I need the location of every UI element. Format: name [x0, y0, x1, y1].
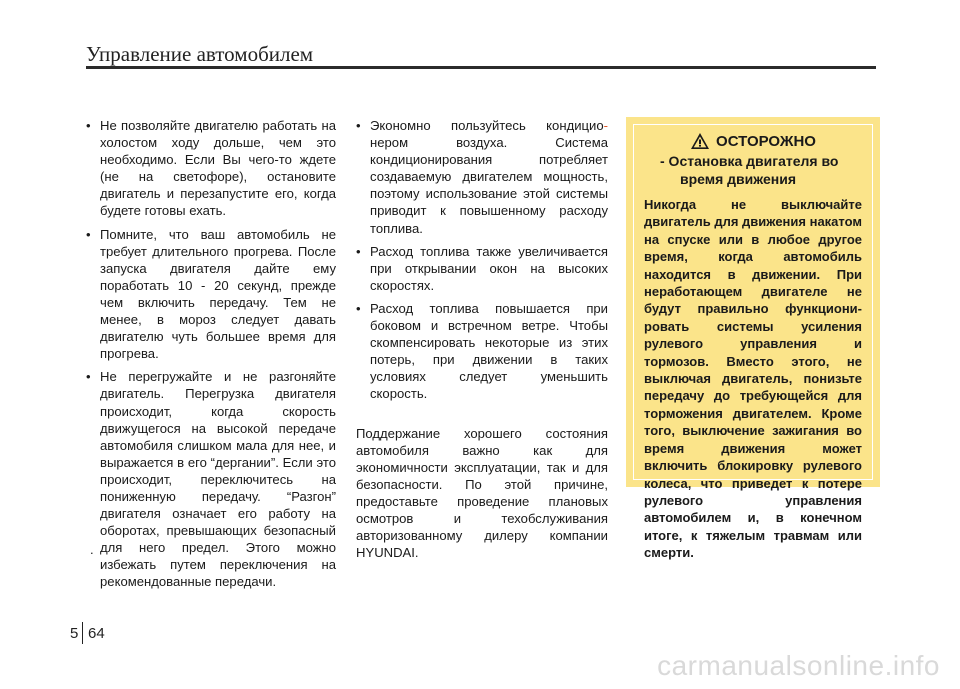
list-item: • Расход топлива повышается при боковом и встречном ветре. Чтобы скомпенсировать некоторые из этих потерь, при движении в таких условиях следует уменьшить скорость.	[356, 300, 608, 403]
tips-list-middle	[356, 117, 608, 403]
warning-heading	[644, 132, 862, 150]
list-item	[356, 117, 608, 237]
list-item: • Помните, что ваш автомобиль не требует длительного прогрева. После запуска двигателя дайте ему поработать 10 - 20 секунд, прежде чем включить передачу. Тем не менее, в мороз следует давать двигателю чуть большее время для прогрева.	[86, 226, 336, 363]
left-column	[86, 117, 336, 597]
page-number-divider	[82, 622, 83, 644]
warning-triangle-icon	[690, 132, 710, 150]
warning-subtitle-line2: время движения	[680, 171, 797, 187]
warning-box	[626, 117, 880, 561]
trailing-dot: .	[90, 542, 94, 557]
warning-box-inner	[633, 124, 873, 561]
hyphen-mark: -	[603, 118, 608, 133]
warning-subtitle	[644, 152, 862, 188]
list-item-text: Экономно пользуйтесь кондицио	[370, 118, 604, 133]
middle-column	[356, 117, 608, 561]
maintenance-paragraph: Поддержание хорошего состояния автомобиля важно как для экономичности эксплуатации, так и для безопасности. По этой причине, предоставьте проведение плановых осмотров и техобслуживания авторизованному дилеру компании HYUNDAI.	[356, 425, 608, 561]
warning-body: Никогда не выключайте двигатель для движения накатом на спуске или в любое другое время, когда автомобиль находится в движении. При неработающем двигателе не будут правильно функциони-ровать системы усиления рулевого управления и тормозов. Вместо этого, не выключая двигатель, понизьте передачу до требующейся для торможения двигателем. Кроме того, выключение зажигания во время движения может включить блокировку рулевого колеса, что приведет к потере рулевого управления автомобилем и, в конечном итоге, к тяжелым травмам или смерти.	[644, 197, 862, 561]
tips-list-left	[86, 117, 336, 591]
list-item: • Не перегружайте и не разгоняйте двигатель. Перегрузка двигателя происходит, когда скорость движущегося на высокой передаче автомобиля слишком мала для нее, и выражается в его “дергании”. Если это происходит, переключитесь на пониженную передачу. “Разгон” двигателя означает его работу на оборотах, превышающих безопасный для него предел. Этого можно избежать путем переключения на рекомендованные передачи.	[86, 368, 336, 590]
watermark: carmanualsonline.info	[657, 650, 940, 681]
list-item-text: нером воздуха. Система кондиционирования потребляет создаваемую двигателем мощность, поэтому использование этой системы приводит к повышенному расходу топлива.	[370, 135, 608, 236]
warning-title: ОСТОРОЖНО	[716, 132, 816, 150]
warning-subtitle-line1: - Остановка двигателя во	[660, 153, 839, 169]
header-divider	[86, 66, 876, 69]
list-item: • Расход топлива также увеличивается при открывании окон на высоких скоростях.	[356, 243, 608, 294]
list-item: • Не позволяйте двигателю работать на холостом ходу дольше, чем это необходимо. Если Вы чего-то ждете (не на светофоре), остановите двигатель и перезапустите его, когда будете готовы ехать.	[86, 117, 336, 220]
page-header-title: Управление автомобилем	[86, 42, 314, 66]
page-number: 64	[88, 625, 105, 642]
chapter-number: 5	[70, 625, 79, 642]
